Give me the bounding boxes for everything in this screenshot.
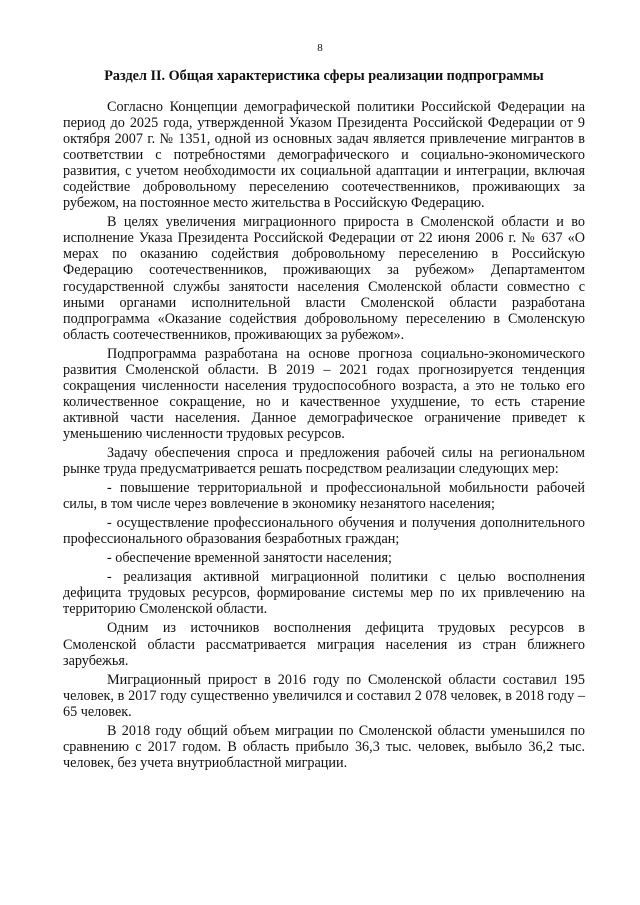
page-number: 8 bbox=[317, 42, 323, 54]
paragraph-migration-growth: Миграционный прирост в 2016 году по Смоленской области составил 195 человек, в 2017 году существенно увеличился и составил 2 078 человек, в 2018 году – 65 человек. bbox=[63, 671, 585, 720]
section-title: Раздел II. Общая характеристика сферы реализации подпрограммы bbox=[104, 68, 544, 84]
document-body bbox=[63, 99, 585, 771]
measure-list-item: - повышение территориальной и профессиональной мобильности рабочей силы, в том числе через вовлечение в экономику незанятого населения; bbox=[63, 480, 585, 513]
paragraph-demographic-concept: Согласно Концепции демографической политики Российской Федерации на период до 2025 года, утвержденной Указом Президента Российской Федерации от 9 октября 2007 г. № 1351, одной из основных задач является привлечение мигрантов в соответствии с потребностями демографического и социально-экономического развития, с учетом необходимости их социальной адаптации и интеграции, включая содействие добровольному переселению соотечественников, проживающих за рубежом, на постоянное место жительства в Российскую Федерацию. bbox=[63, 99, 585, 212]
measure-list-item: - реализация активной миграционной политики с целью восполнения дефицита трудовых ресурсов, формирование системы мер по их привлечению на территорию Смоленской области. bbox=[63, 569, 585, 618]
paragraph-forecast: Подпрограмма разработана на основе прогноза социально-экономического развития Смоленской области. В 2019 – 2021 годах прогнозируется тенденция сокращения численности населения трудоспособного возраста, а это не только его количественное сокращение, но и качественное ухудшение, то есть старение активной части населения. Данное демографическое ограничение приведет к уменьшению численности трудовых ресурсов. bbox=[63, 345, 585, 442]
paragraph-labor-market: Задачу обеспечения спроса и предложения рабочей силы на региональном рынке труда предусматривается решать посредством реализации следующих мер: bbox=[63, 444, 585, 478]
paragraph-migration-source: Одним из источников восполнения дефицита трудовых ресурсов в Смоленской области рассматривается миграция населения из стран ближнего зарубежья. bbox=[63, 620, 585, 669]
paragraph-migration-volume: В 2018 году общий объем миграции по Смоленской области уменьшился по сравнению с 2017 годом. В область прибыло 36,3 тыс. человек, выбыло 36,2 тыс. человек, без учета внутриобластной миграции. bbox=[63, 722, 585, 771]
measure-list-item: - осуществление профессионального обучения и получения дополнительного профессионального образования безработных граждан; bbox=[63, 515, 585, 548]
paragraph-migration-goals: В целях увеличения миграционного прироста в Смоленской области и во исполнение Указа Президента Российской Федерации от 22 июня 2006 г. № 637 «О мерах по оказанию содействия добровольному переселению в Российскую Федерацию соотечественников, проживающих за рубежом» Департаментом государственной службы занятости населения Смоленской области совместно с иными органами исполнительной власти Смоленской области разработана подпрограмма «Оказание содействия добровольному переселению в Смоленскую область соотечественников, проживающих за рубежом». bbox=[63, 214, 585, 343]
measure-list-item: - обеспечение временной занятости населения; bbox=[107, 550, 392, 567]
